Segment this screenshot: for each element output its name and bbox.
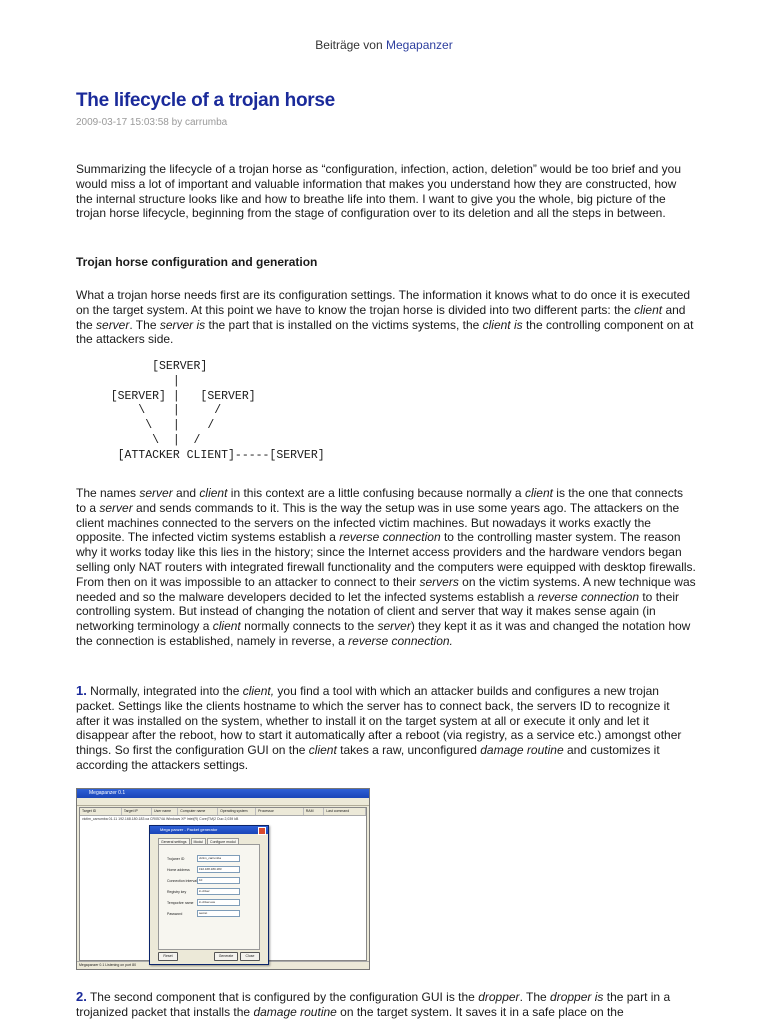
header-prefix: Beiträge von: [315, 38, 383, 52]
close-button[interactable]: Close: [240, 952, 260, 961]
paragraph-4: 1. Normally, integrated into the client, you find a tool with which an attacker builds and configures a new trojan packet. Settings like the clients hostname to which the server has to connect back, the servers ID to recognize it after it was installed on the system, whether to install it on the target system at all or execute it only and let it disappear after the reboot, how to start it automatically after a reboot (via registry, as a service etc.) amongst other things. So first the configuration GUI on the client takes a raw, unconfigured damage routine and customizes it according the attackers settings.: [76, 683, 682, 772]
form-row: Temporäre name in.driver.exe: [167, 899, 240, 906]
paragraph-5: 2. The second component that is configured by the configuration GUI is the dropper. The dropper is the part in a trojanized packet that installs the damage routine on the target system. It saves it in a safe place on the: [76, 989, 671, 1019]
form-row: Password secret: [167, 910, 240, 917]
paragraph-2: What a trojan horse needs first are its configuration settings. The information it knows what to do once it is executed on the target system. At this point we have to know the trojan horse is divided into two different parts: the client and the server. The server is the part that is installed on the victims systems, the client is the controlling component on at the attackers side.: [76, 288, 694, 347]
author-link[interactable]: Megapanzer: [386, 38, 453, 52]
home-address-input[interactable]: 192.168.180.183: [197, 866, 240, 873]
article-meta: 2009-03-17 15:03:58 by carrumba: [76, 117, 228, 128]
table-row: victim_carrumba 01.11 192.168.180.183 ca CR0574A Windows XP Intel(R) Core(TM)2 Duo 2,039 kB: [82, 817, 239, 821]
password-input[interactable]: secret: [197, 910, 240, 917]
intro-paragraph: Summarizing the lifecycle of a trojan horse as “configuration, infection, action, deletion” would be too brief and you would miss a lot of important and valuable information that makes you understand how they are constructed, how the internal structure looks like and how to breathe life into them. I want to give you the whole, big picture of the trojan horse lifecycle, beginning from the stage of configuration over to its deletion and all the steps in between.: [76, 162, 682, 221]
form-row: Registry key in.driver: [167, 888, 240, 895]
reset-button[interactable]: Reset: [158, 952, 178, 961]
article-title: The lifecycle of a trojan horse: [76, 90, 335, 111]
trojaner-id-input[interactable]: victim_carrumba: [197, 855, 240, 862]
section-heading: Trojan horse configuration and generation: [76, 255, 318, 269]
ascii-diagram: [SERVER] | [SERVER] | [SERVER] \ | / \ | / \ | / [ATTACKER CLIENT]-----[SERVER]: [110, 360, 325, 462]
form-row: Connection interval 10: [167, 877, 240, 884]
status-bar: Megapanzer 0.1 Listening on port 80: [77, 961, 369, 969]
page-header: [0, 38, 768, 52]
tab-general[interactable]: General settings: [158, 838, 190, 845]
temp-name-input[interactable]: in.driver.exe: [197, 899, 240, 906]
settings-panel: [158, 844, 260, 950]
tab-modul[interactable]: Modul: [191, 838, 207, 845]
close-icon[interactable]: [258, 827, 266, 835]
registry-key-input[interactable]: in.driver: [197, 888, 240, 895]
dialog-titlebar: Mega panzer - Packet generator: [150, 826, 268, 834]
form-row: Trojaner ID victim_carrumba: [167, 855, 240, 862]
paragraph-3: The names server and client in this context are a little confusing because normally a client is the one that connects to a server and sends commands to it. This is the way the setup was in use some years ago. The attackers on the client machines connected to the servers on the infected victim machines. But nowadays it works exactly the opposite. The infected victim systems establish a reverse connection to the controlling master system. The reason why it works today like this lies in the history; since the Internet access providers and the hardware vendors began selling only NAT routers with integrated firewall functionality and the computers were equipped with desktop firewalls. From then on it was impossible to an attacker to connect to their servers on the victim systems. A new technique was needed and so the malware developers decided to let the infected systems establish a reverse connection to their controlling system. But instead of changing the notation of client and server that way it makes sense again (in networking terminology a client normally connects to the server) they kept it as it was and changed the notation how the connection is established, namely in reverse, a reverse connection.: [76, 486, 696, 648]
packet-generator-dialog: [149, 825, 269, 965]
window-titlebar: Megapanzer 0.1: [77, 789, 369, 798]
interval-input[interactable]: 10: [197, 877, 240, 884]
screenshot-figure: [76, 788, 370, 970]
window-menubar: [77, 798, 369, 806]
tab-configure[interactable]: Configure modul: [207, 838, 239, 845]
list-header: Target ID Target IP User name Computer name Operating system Processor RAM Last command: [80, 808, 366, 816]
form-row: Home address 192.168.180.183: [167, 866, 240, 873]
generate-button[interactable]: Generate: [214, 952, 238, 961]
